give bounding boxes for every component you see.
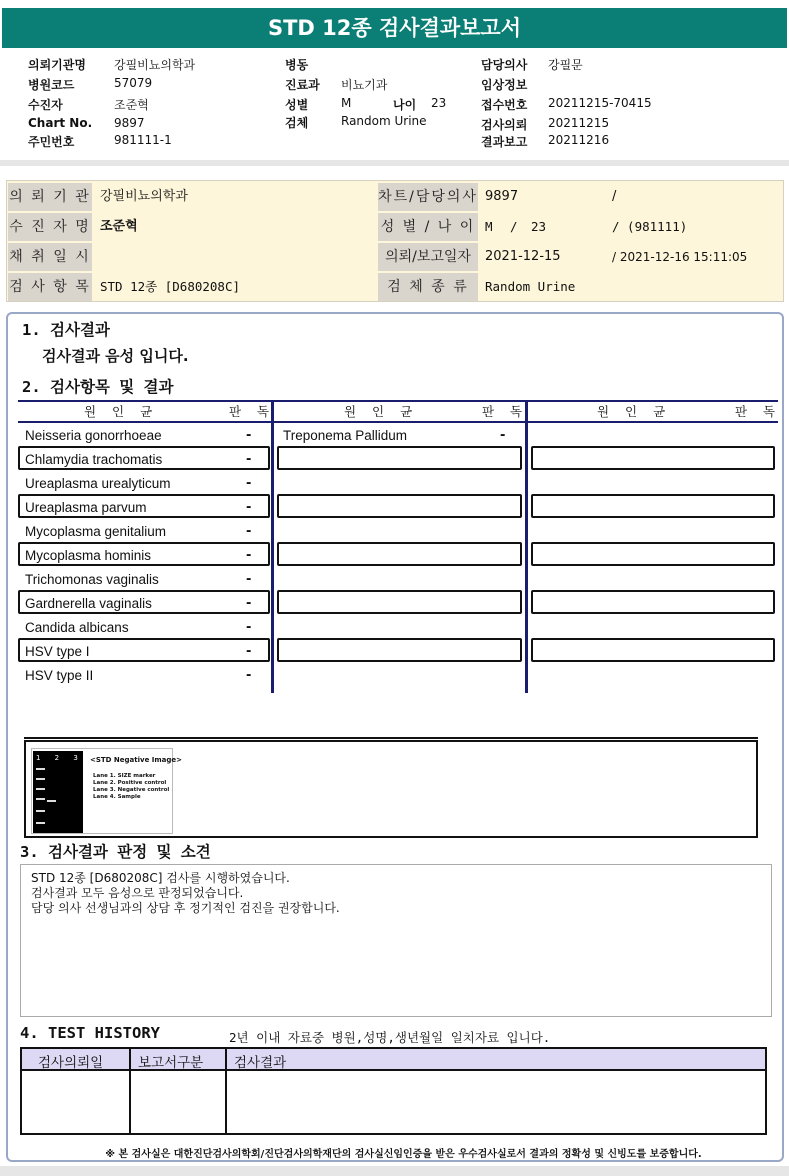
- section-3-title: 3. 검사결과 판정 및 소견: [20, 843, 211, 861]
- institution-value: 강필비뇨의학과: [114, 58, 196, 72]
- ward-label: 병동: [285, 58, 309, 72]
- specimen-value: Random Urine: [341, 114, 427, 128]
- row-box: [277, 446, 522, 470]
- row-box: [277, 638, 522, 662]
- specimen-label: 검체: [285, 116, 309, 130]
- pathogen-result: -: [246, 524, 252, 539]
- info-req-report-label: 의뢰/보고일자: [378, 243, 478, 271]
- info-sex-age-sep: /: [510, 219, 518, 234]
- pathogen-result: -: [246, 428, 252, 443]
- gel-lane-1: Lane 1. SIZE marker: [93, 773, 156, 779]
- pathogen-result: -: [246, 476, 252, 491]
- report-date-label: 결과보고: [481, 135, 528, 149]
- gel-lane-2: Lane 2. Positive control: [93, 780, 167, 786]
- pathogen-result: -: [246, 644, 252, 659]
- history-note: 2년 이내 자료중 병원,성명,생년월일 일치자료 입니다.: [229, 1030, 551, 1045]
- report-header: [0, 56, 789, 156]
- info-test-label: 검 사 항 목: [8, 273, 92, 301]
- chart-value: 9897: [114, 116, 145, 130]
- age-label: 나이: [393, 98, 417, 112]
- th-pathogen-3: 원 인 균: [597, 404, 672, 419]
- gel-band: [36, 778, 45, 780]
- gel-lanes-image: [33, 751, 83, 833]
- section-2-title: 2. 검사항목 및 결과: [22, 378, 174, 396]
- gel-band: [36, 810, 45, 812]
- pathogen-name: HSV type I: [25, 644, 90, 659]
- receipt-label: 접수번호: [481, 98, 528, 112]
- doctor-value: 강필문: [548, 58, 583, 72]
- info-sex-value: M: [485, 219, 493, 234]
- age-value: 23: [431, 96, 447, 110]
- row-box: [531, 542, 775, 566]
- info-chart-doc-value: 9897: [485, 189, 519, 204]
- institution-label: 의뢰기관명: [28, 58, 86, 72]
- pathogen-name: Ureaplasma parvum: [25, 500, 147, 515]
- info-specimen-label: 검 체 종 류: [378, 273, 478, 301]
- findings-line: 검사결과 모두 음성으로 판정되었습니다.: [31, 886, 244, 900]
- certification-footer: ※ 본 검사실은 대한진단검사의학회/진단검사의학재단의 검사실신임인증을 받은 우수검사실로서 결과의 정확성 및 신빙도를 보증합니다.: [105, 1149, 702, 1160]
- pathogen-result: -: [246, 620, 252, 635]
- sex-label: 성별: [285, 98, 309, 112]
- th-pathogen-2: 원 인 균: [344, 404, 419, 419]
- row-box: [531, 494, 775, 518]
- header-divider: [0, 160, 789, 166]
- section-4-title: 4. TEST HISTORY: [20, 1024, 160, 1042]
- table-col-separator: [525, 400, 528, 693]
- findings-box: [20, 864, 772, 1017]
- info-inst-value: 강필비뇨의학과: [100, 189, 188, 204]
- row-box: [277, 542, 522, 566]
- pathogen-result: -: [246, 500, 252, 515]
- row-box: [531, 638, 775, 662]
- th-result-1: 판 독: [229, 404, 276, 419]
- req-date-label: 검사의뢰: [481, 118, 528, 132]
- pathogen-name: Mycoplasma hominis: [25, 548, 152, 563]
- clinical-label: 임상정보: [481, 78, 528, 92]
- info-req-value: 2021-12-15: [485, 249, 561, 264]
- row-box: [531, 590, 775, 614]
- gel-lane-numbers: 1 2 3 4: [36, 754, 103, 762]
- report-date-value: 20211216: [548, 133, 610, 147]
- history-header-row: [22, 1049, 765, 1071]
- pathogen-result: -: [246, 596, 252, 611]
- section-1-title: 1. 검사결과: [22, 321, 110, 339]
- row-box: [277, 590, 522, 614]
- info-age-value: 23: [531, 219, 547, 234]
- history-th-result: 검사결과: [234, 1055, 287, 1071]
- th-result-3: 판 독: [735, 404, 782, 419]
- bottom-bar: [0, 1166, 789, 1176]
- gel-band: [36, 798, 45, 800]
- info-box: [6, 180, 784, 302]
- gel-band: [36, 788, 45, 790]
- findings-line: 담당 의사 선생님과의 상담 후 정기적인 검진을 권장합니다.: [31, 901, 340, 915]
- pathogen-name: Gardnerella vaginalis: [25, 596, 152, 611]
- pathogen-result: -: [246, 548, 252, 563]
- info-inst-label: 의 뢰 기 관: [8, 183, 92, 211]
- chart-label: Chart No.: [28, 116, 93, 130]
- pathogen-result: -: [246, 668, 252, 683]
- resident-value: 981111-1: [114, 133, 172, 147]
- dept-label: 진료과: [285, 78, 320, 92]
- sex-value: M: [341, 96, 352, 110]
- th-pathogen-1: 원 인 균: [84, 404, 159, 419]
- info-sex-age-label: 성 별 / 나 이: [378, 213, 478, 241]
- history-th-date: 검사의뢰일: [38, 1055, 104, 1071]
- pathogen-name: Trichomonas vaginalis: [25, 572, 159, 587]
- gel-band: [47, 800, 56, 802]
- pathogen-name: Neisseria gonorrhoeae: [25, 428, 162, 443]
- doctor-label: 담당의사: [481, 58, 528, 72]
- info-collect-label: 채 취 일 시: [8, 243, 92, 271]
- hospital-code-label: 병원코드: [28, 78, 75, 92]
- dept-value: 비뇨기과: [341, 78, 388, 92]
- history-col-separator: [129, 1049, 131, 1133]
- hospital-code-value: 57079: [114, 76, 153, 90]
- info-patient-value: 조준혁: [100, 219, 138, 234]
- history-col-separator: [225, 1049, 227, 1133]
- gel-band: [36, 822, 45, 824]
- section-1-summary: 검사결과 음성 입니다.: [42, 347, 189, 365]
- pathogen-name: Ureaplasma urealyticum: [25, 476, 171, 491]
- pathogen-name: Candida albicans: [25, 620, 129, 635]
- pathogen-name: HSV type II: [25, 668, 94, 683]
- pathogen-result: -: [500, 428, 506, 443]
- info-specimen-value: Random Urine: [485, 279, 576, 294]
- pathogen-name: Chlamydia trachomatis: [25, 452, 163, 467]
- table-header-line: [18, 421, 778, 423]
- gel-top-line: [24, 737, 758, 739]
- patient-value: 조준혁: [114, 98, 149, 112]
- pathogen-name: Mycoplasma genitalium: [25, 524, 167, 539]
- receipt-value: 20211215-70415: [548, 96, 652, 110]
- gel-lane-4: Lane 4. Sample: [93, 794, 141, 800]
- history-table: [20, 1047, 767, 1135]
- row-box: [531, 446, 775, 470]
- patient-label: 수진자: [28, 98, 63, 112]
- report-title: STD 12종 검사결과보고서: [2, 8, 787, 48]
- info-chart-doc-sep: /: [612, 189, 617, 204]
- resident-label: 주민번호: [28, 135, 75, 149]
- gel-title: <STD Negative Image>: [90, 756, 183, 764]
- pathogen-result: -: [246, 452, 252, 467]
- info-patient-label: 수 진 자 명: [8, 213, 92, 241]
- gel-band: [36, 768, 45, 770]
- info-chart-doc-label: 차트/담당의사: [378, 183, 478, 211]
- info-test-value: STD 12종 [D680208C]: [100, 279, 241, 294]
- findings-line: STD 12종 [D680208C] 검사를 시행하였습니다.: [31, 871, 290, 885]
- pathogen-result: -: [246, 572, 252, 587]
- pathogen-name: Treponema Pallidum: [283, 428, 408, 443]
- info-report-value: / 2021-12-16 15:11:05: [612, 250, 748, 264]
- req-date-value: 20211215: [548, 116, 610, 130]
- table-col-separator: [271, 400, 274, 693]
- info-id-value: / (981111): [612, 219, 688, 234]
- gel-lane-3: Lane 3. Negative control: [93, 787, 170, 793]
- history-th-type: 보고서구분: [138, 1055, 204, 1071]
- row-box: [277, 494, 522, 518]
- th-result-2: 판 독: [482, 404, 529, 419]
